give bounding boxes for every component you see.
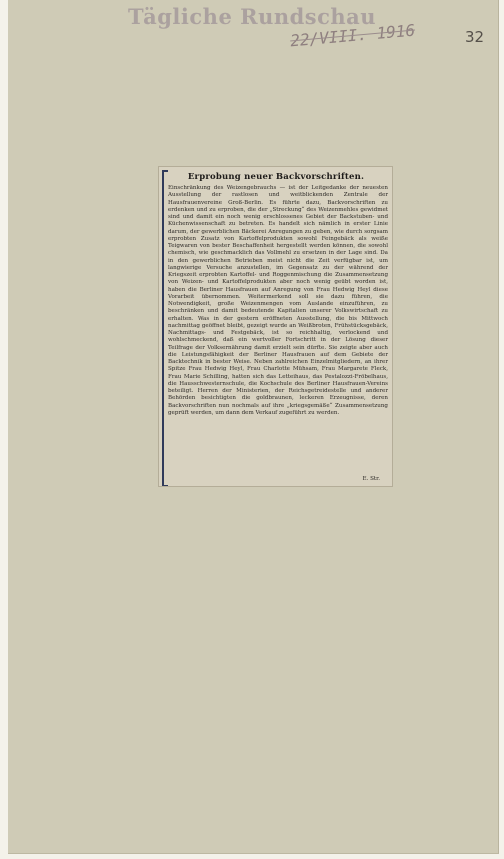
- archive-sheet: [8, 0, 499, 854]
- newspaper-clipping: [159, 167, 392, 486]
- page-number: 32: [465, 28, 485, 46]
- article-body: Einschränkung des Weizengebrauchs — ist der Leitgedanke der neuesten Ausstellung der rastlosen und weitblickenden Zentrale der Hausfrauenvereine Groß-Berlin. Es führte dazu, Backvorschriften zu erdenken und zu erproben, die der „Streckung“ des Weizenmehles gewidmet sind und damit ein noch wenig erschlossenes Gebiet der Backstuben- und Küchenwissenschaft zu betreten. Es handelt sich nämlich in erster Linie darum, der gewerblichen Bäckerei Anregungen zu geben, wie durch sorgsam erprobten Zusatz von Kartoffelprodukten sowohl Feingebäck als weiße Teigwaren von bester Beschaffenheit hergestellt werden können, die sowohl chemisch, wie geschmacklich das Vollmehl zu ersetzen in der Lage sind. Da in den gewerblichen Betrieben meist nicht die Zeit verfügbar ist, um langwierige Versuche anzustellen, im Gegensatz zu der während der Kriegszeit erprobten Kartoffel- und Roggenmischung die Zusammensetzung von Weizen- und Kartoffelprodukten aber noch wenig geübt worden ist, haben die Berliner Hausfrauen auf Anregung von Frau Hedwig Heyl diese Vorarbeit übernommen. Weitermerkend soll sie dazu führen, die Notwendigkeit, große Weizenmengen vom Auslande einzuführen, zu beschränken und damit bedeutende Kapitalien unserer Volkswirtschaft zu erhalten. Was in der gestern eröffneten Ausstellung, die bis Mittwoch nachmittag geöffnet bleibt, gezeigt wurde an Weißbroten, Frühstücksgebäck, Nachmittags- und Festgebäck, ist so reichhaltig, verlockend und wohlschmeckend, daß ein wertvoller Fortschritt in der Lösung dieser Teilfrage der Volksernährung damit erzielt sein dürfte. Sie zeigte aber auch die Leistungsfähigkeit der Berliner Hausfrauen auf dem Gebiete der Backtechnik in bester Weise. Neben zahlreichen Einzelmitgliedern, an ihrer Spitze Frau Hedwig Heyl, Frau Charlotte Mühsam, Frau Margarete Fleck, Frau Marie Schilling, hatten sich das Letteihaus, das Pestalozzi-Fröbelhaus, die Hausschwesternschule, die Kochschule des Berliner Hausfrauen-Vereins beteiligt. Herren der Ministerien, der Reichsgetreidestelle und anderer Behörden besichtigten die goldbraunen, leckeren Erzeugnisse, deren Backvorschriften nun nochmals auf ihre „kriegsgemäße“ Zusammensetzung geprüft werden, um dann dem Verkauf zugeführt zu werden.: [168, 185, 388, 416]
- article-signature: E. Str.: [362, 476, 380, 482]
- newspaper-masthead-stamp: Tägliche Rundschau: [128, 4, 377, 29]
- article-headline: Erprobung neuer Backvorschriften.: [187, 172, 365, 182]
- clipping-bracket-mark: [162, 170, 168, 486]
- handwritten-date: 22/VIII. 1916: [289, 20, 416, 51]
